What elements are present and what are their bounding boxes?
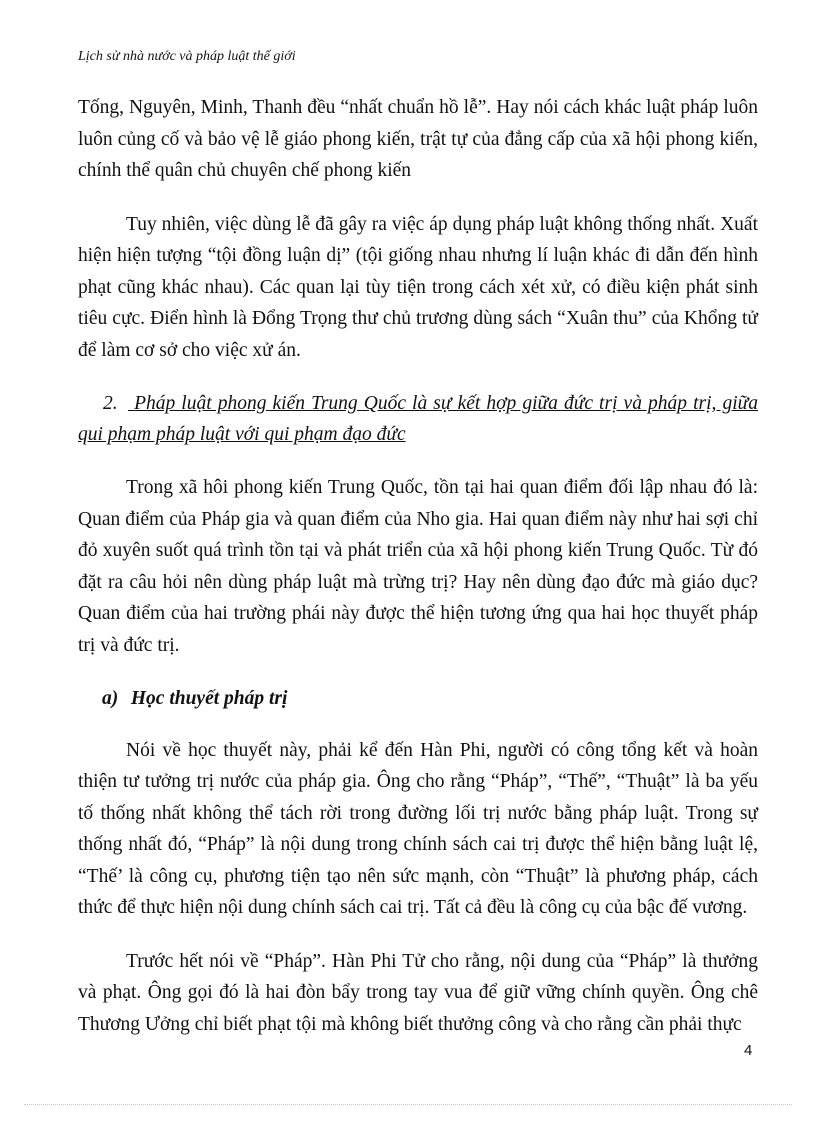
- paragraph-trong-xa-hoi: Trong xã hôi phong kiến Trung Quốc, tồn tại hai quan điểm đối lập nhau đó là: Quan điểm của Pháp gia và quan điểm của Nho gia. Hai quan điểm này như hai sợi chỉ đỏ xuyên suốt quá trình tồn tại và phát triển của xã hội phong kiến Trung Quốc. Từ đó đặt ra câu hỏi nên dùng pháp luật mà trừng trị? Hay nên dùng đạo đức mà giáo dục? Quan điểm của hai trường phái này được thể hiện tương ứng qua hai học thuyết pháp trị và đức trị.: [78, 477, 758, 656]
- subsection-title: Học thuyết pháp trị: [130, 688, 288, 709]
- paragraph-truoc-het: Trước hết nói về “Pháp”. Hàn Phi Tử cho rằng, nội dung của “Pháp” là thưởng và phạt. Ông gọi đó là hai đòn bẩy trong tay vua để giữ vững chính quyền. Ông chê Thương Ưởng chỉ biết phạt tội mà không biết thưởng công và cho rằng cần phải thực: [78, 950, 758, 1035]
- paragraph-continuation: Tống, Nguyên, Minh, Thanh đều “nhất chuẩn hồ lễ”. Hay nói cách khác luật pháp luôn luôn củng cố và bảo vệ lễ giáo phong kiến, trật tự của đẳng cấp của xã hội phong kiến, chính thể quân chủ chuyên chế phong kiến: [78, 97, 758, 181]
- subsection-number: a): [102, 688, 119, 709]
- subsection-heading-a: [102, 683, 758, 715]
- body-text: [78, 92, 758, 1062]
- page-bottom-divider: [24, 1104, 792, 1105]
- section-heading-2: [78, 388, 758, 450]
- paragraph-noi-ve: Nói về học thuyết này, phải kể đến Hàn Phi, người có công tổng kết và hoàn thiện tư tưởng trị nước của pháp gia. Ông cho rằng “Pháp”, “Thế”, “Thuật” là ba yếu tố thống nhất không thể tách rời trong đường lối trị nước bằng pháp luật. Trong sự thống nhất đó, “Pháp” là nội dung trong chính sách cai trị được thể hiện bằng luật lệ, “Thế’ là công cụ, phương tiện tạo nên sức mạnh, còn “Thuật” là phương pháp, cách thức để thực hiện nội dung chính sách cai trị. Tất cả đều là công cụ của bậc đế vương.: [78, 739, 758, 918]
- section-number: 2.: [103, 393, 118, 414]
- paragraph-tuy-nhien: Tuy nhiên, việc dùng lễ đã gây ra việc áp dụng pháp luật không thống nhất. Xuất hiện hiện tượng “tội đồng luận dị” (tội giống nhau nhưng lí luận khác đi dẫn đến hình phạt cũng khác nhau). Các quan lại tùy tiện trong cách xét xử, có điều kiện phát sinh tiêu cực. Điển hình là Đổng Trọng thư chủ trương dùng sách “Xuân thu” của Khổng tử để làm cơ sở cho việc xử án.: [78, 213, 758, 361]
- page-number: 4: [744, 1042, 753, 1059]
- running-header: Lịch sử nhà nước và pháp luật thế giới: [78, 49, 296, 64]
- section-title: Pháp luật phong kiến Trung Quốc là sự kết hợp giữa đức trị và pháp trị, giữa qui phạm pháp luật với qui phạm đạo đức: [78, 393, 759, 445]
